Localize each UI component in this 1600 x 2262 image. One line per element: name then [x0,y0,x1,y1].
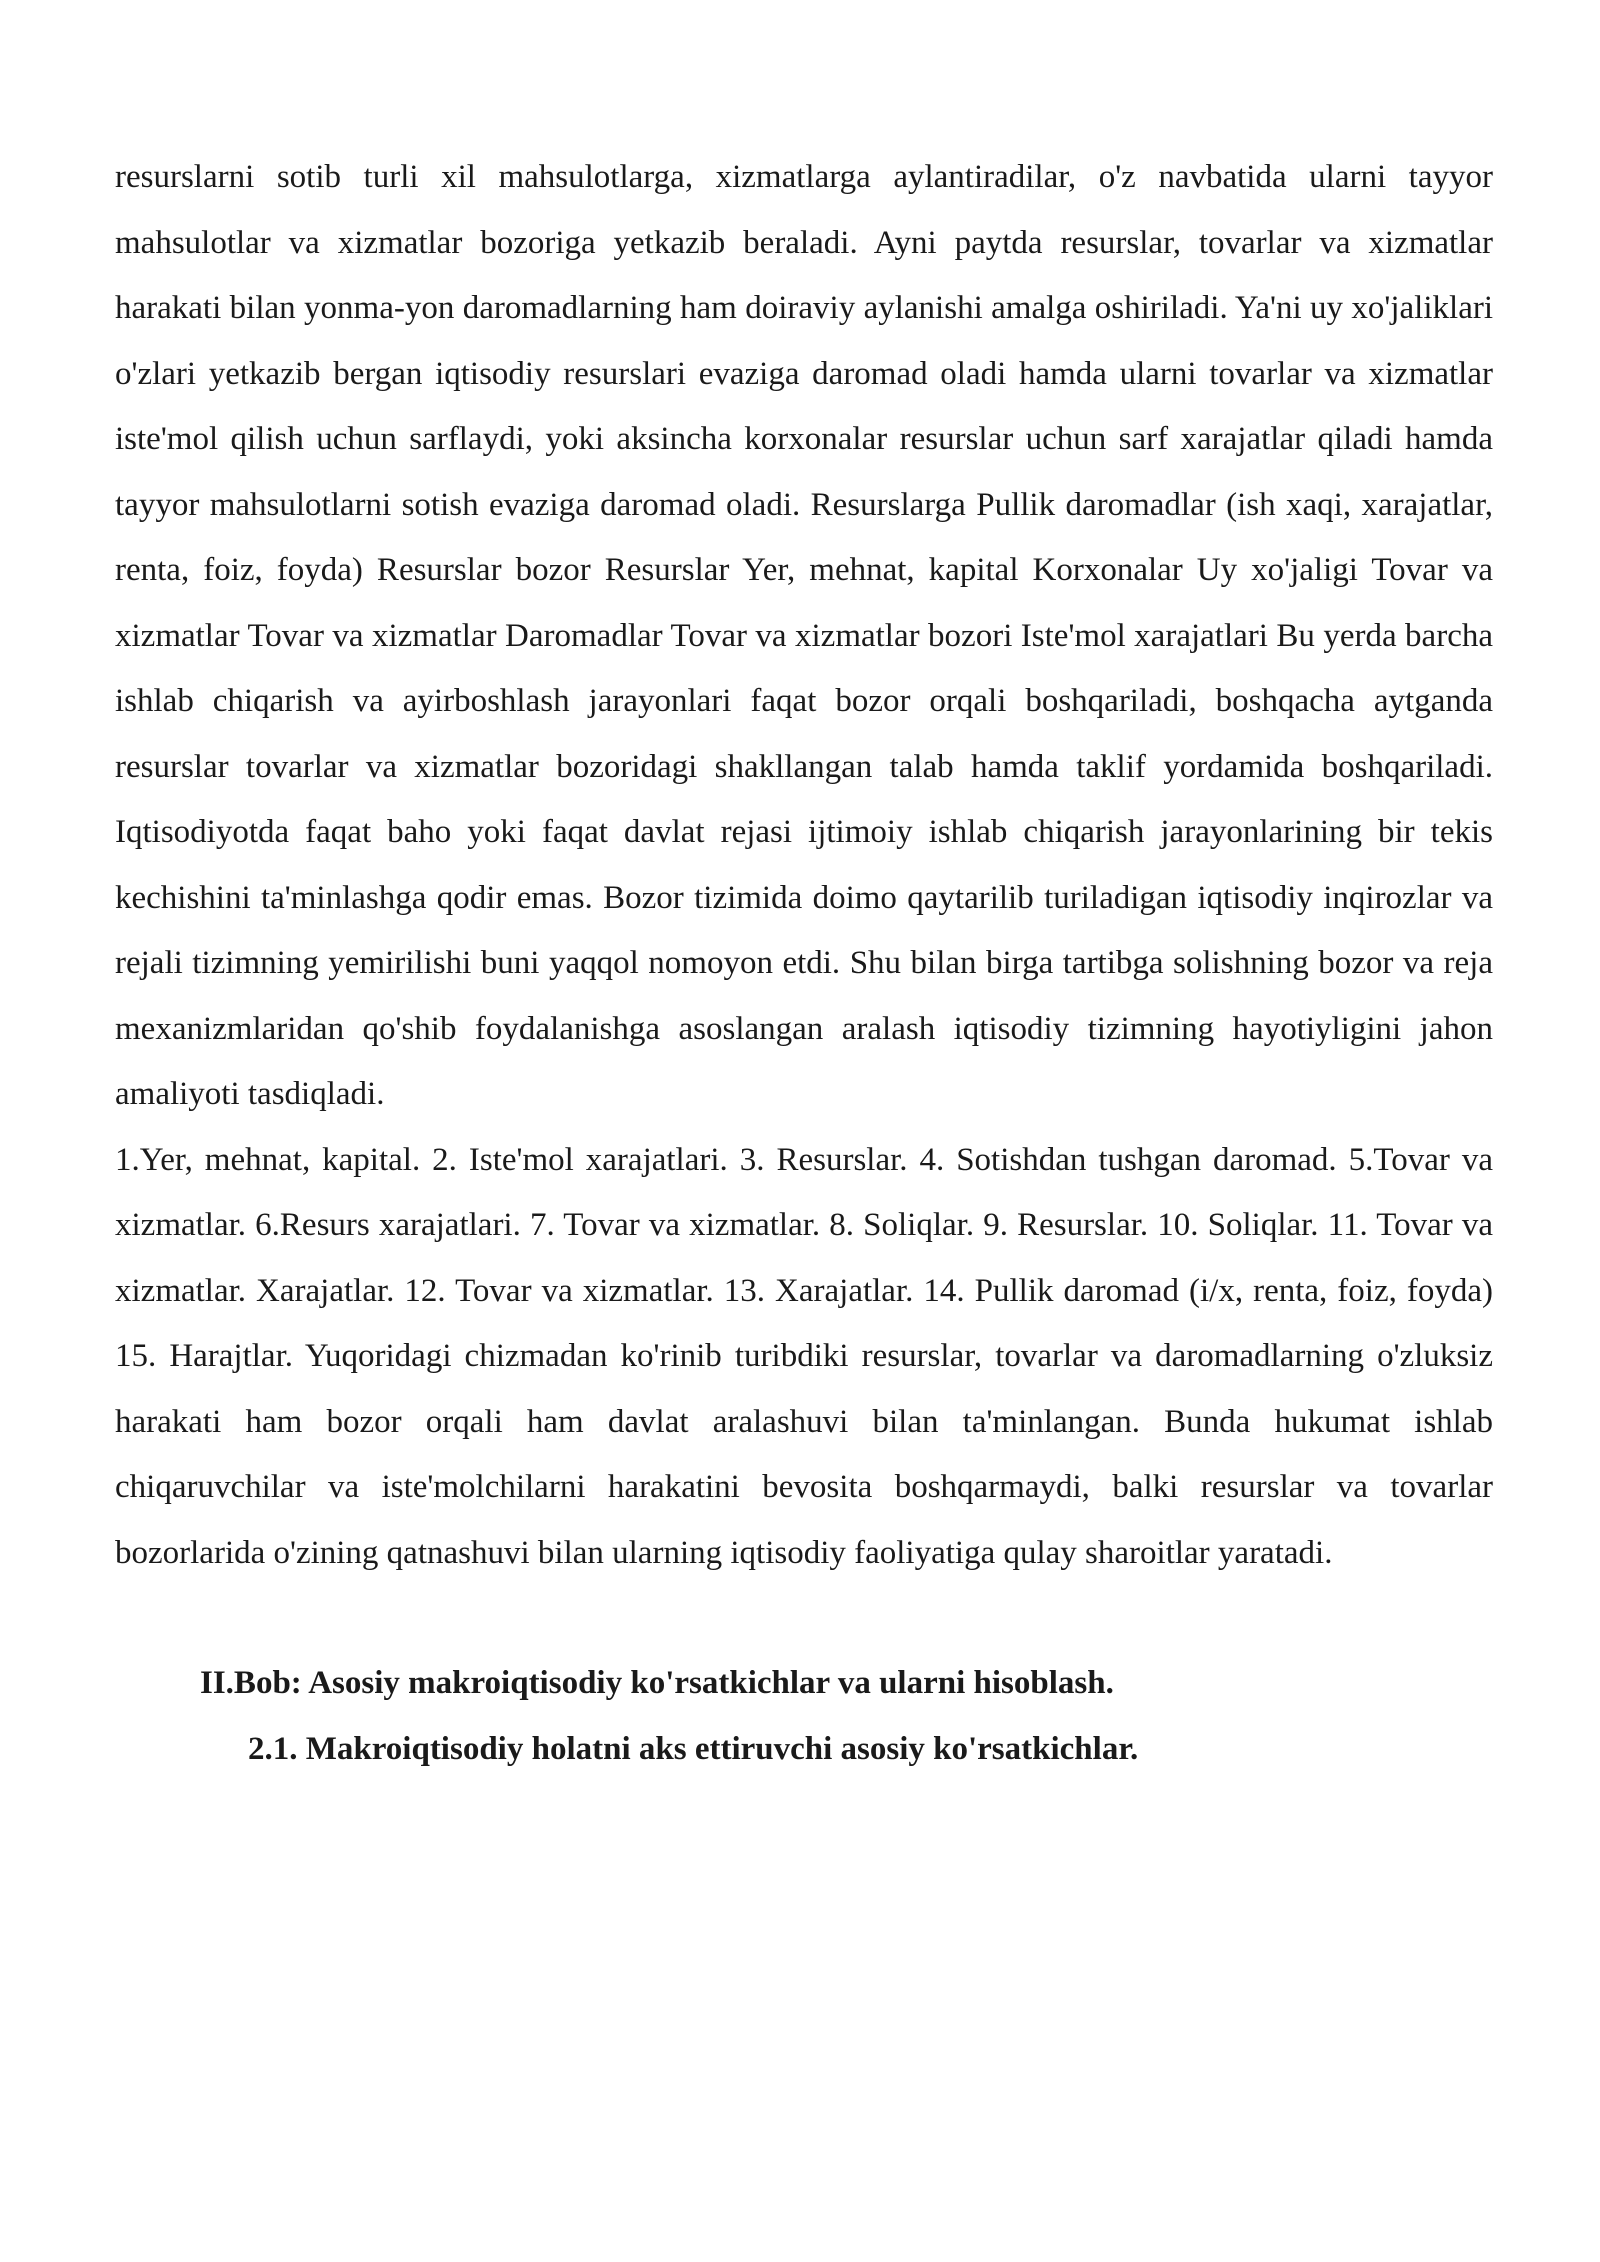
body-paragraph-1: resurslarni sotib turli xil mahsulotlarga, xizmatlarga aylantiradilar, o'z navbatida ularni tayyor mahsulotlar va xizmatlar bozoriga yetkazib beraladi. Ayni paytda resurslar, tovarlar va xizmatlar harakati bilan yonma-yon daromadlarning ham doiraviy aylanishi amalga oshiriladi. Ya'ni uy xo'jaliklari o'zlari yetkazib bergan iqtisodiy resurslari evaziga daromad oladi hamda ularni tovarlar va xizmatlar iste'mol qilish uchun sarflaydi, yoki aksincha korxonalar resurslar uchun sarf xarajatlar qiladi hamda tayyor mahsulotlarni sotish evaziga daromad oladi. Resurslarga Pullik daromadlar (ish xaqi, xarajatlar, renta, foiz, foyda) Resurslar bozor Resurslar Yer, mehnat, kapital Korxonalar Uy xo'jaligi Tovar va xizmatlar Tovar va xizmatlar Daromadlar Tovar va xizmatlar bozori Iste'mol xarajatlari Bu yerda barcha ishlab chiqarish va ayirboshlash jarayonlari faqat bozor orqali boshqariladi, boshqacha aytganda resurslar tovarlar va xizmatlar bozoridagi shakllangan talab hamda taklif yordamida boshqariladi. Iqtisodiyotda faqat baho yoki faqat davlat rejasi ijtimoiy ishlab chiqarish jarayonlarining bir tekis kechishini ta'minlashga qodir emas. Bozor tizimida doimo qaytarilib turiladigan iqtisodiy inqirozlar va rejali tizimning yemirilishi buni yaqqol nomoyon etdi. Shu bilan birga tartibga solishning bozor va reja mexanizmlaridan qo'shib foydalanishga asoslangan aralash iqtisodiy tizimning hayotiyligini jahon amaliyoti tasdiqladi. [115,159,1493,1112]
section-heading: 2.1. Makroiqtisodiy holatni aks ettiruvchi asosiy ko'rsatkichlar. [248,1730,1139,1767]
body-paragraph-2: 1.Yer, mehnat, kapital. 2. Iste'mol xarajatlari. 3. Resurslar. 4. Sotishdan tushgan daromad. 5.Tovar va xizmatlar. 6.Resurs xarajatlari. 7. Tovar va xizmatlar. 8. Soliqlar. 9. Resurslar. 10. Soliqlar. 11. Tovar va xizmatlar. Xarajatlar. 12. Tovar va xizmatlar. 13. Xarajatlar. 14. Pullik daromad (i/x, renta, foiz, foyda) 15. Harajtlar. Yuqoridagi chizmadan ko'rinib turibdiki resurslar, tovarlar va daromadlarning o'zluksiz harakati ham bozor orqali ham davlat aralashuvi bilan ta'minlangan. Bunda hukumat ishlab chiqaruvchilar va iste'molchilarni harakatini bevosita boshqarmaydi, balki resurslar va tovarlar bozorlarida o'zining qatnashuvi bilan ularning iqtisodiy faoliyatiga qulay sharoitlar yaratadi. [115,1141,1493,1571]
chapter-heading: II.Bob: Asosiy makroiqtisodiy ko'rsatkichlar va ularni hisoblash. [200,1665,1114,1701]
document-page [115,145,1493,1782]
paragraph-spacer [115,1586,1493,1651]
